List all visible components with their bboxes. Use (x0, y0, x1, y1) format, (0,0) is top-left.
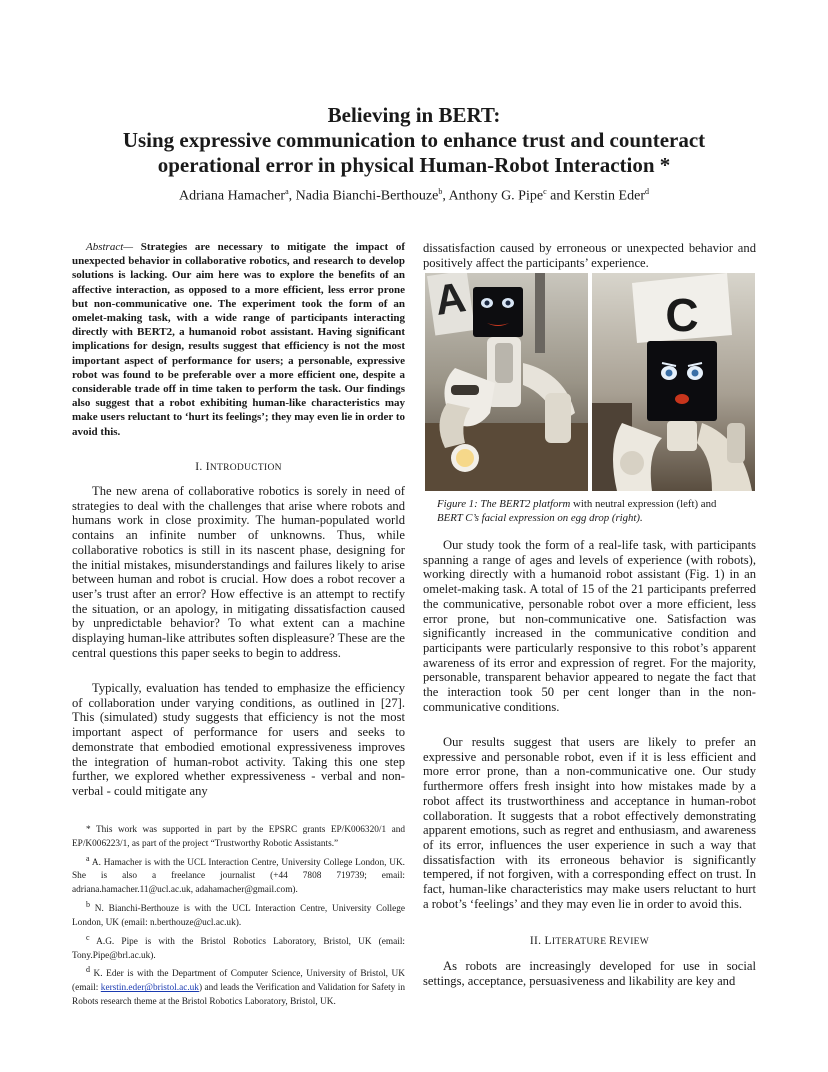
footnote-text: K. Eder is with the Department of Computer Science, University of Bristol, UK (email: (72, 969, 405, 994)
section-initial: R (608, 935, 617, 947)
affiliation-mark: d (645, 187, 649, 196)
intro-paragraph-3: Our study took the form of a real-life task, with participants spanning a range of ages and levels of experience (with robots), working directly with a humanoid robot assistant (Fig. 1) in an omelet-making task. A total of 15 of the 21 participants preferred the communicative, personable robot over a more efficient, less error prone, but non-communicative one. Satisfaction was significantly increased in the communicative condition and participants were particularly responsive to this robot’s apparent awareness of its error and expression of regret. For the majority, personable, transparent behavior appeared to negate the fact that the interaction took 50 per cent longer than in the non-communicative conditions. (423, 538, 756, 714)
section-initial: I (205, 461, 210, 473)
footnote-funding: * This work was supported in part by the EPSRC grants EP/K006320/1 and EP/K006223/1, as part of the project “Trustworthy Robotic Assistants.” (72, 825, 405, 849)
footnote-b (72, 898, 405, 931)
affiliation-mark: c (543, 187, 547, 196)
author-name: Nadia Bianchi-Berthouze (295, 188, 439, 204)
caption-italic: BERT C’s facial expression on egg drop (right). (437, 512, 643, 524)
intro-paragraph-1: The new arena of collaborative robotics is sorely in need of strategies to deal with the challenges that arise where robots and humans work in close proximity. The human-populated world contains an infinite number of unknowns. Thus, while collaborative robotics is still in its nascent phase, designing for the initial mistakes, misunderstandings and failures likely to arise between human and robot is crucial. How does a robot recover a user’s trust after an error? How effective is an attempt to rectify the situation, or an apology, in mitigating dissatisfaction caused by unpredictable behavior? To what extent can a machine displaying human-like attributes soften displeasure? These are the central questions this paper seeks to begin to address. (72, 484, 405, 660)
footnote-text: A. Hamacher is with the UCL Interaction Centre, University College London, UK. She is also a freelance journalist (+44 7808 719739; email: adriana.hamacher.11@ucl.ac.uk, adahamacher@gmail.com). (72, 857, 405, 896)
footnote-text: ) and leads the Verification and Validation for Safety in Robots research theme at the Bristol Robotics Laboratory, Bristol, UK. (72, 983, 406, 1008)
footnote-mark: a (86, 853, 90, 863)
section-rest: NTRODUCTION (209, 463, 282, 473)
paper-title-line-1: Believing in BERT: (327, 103, 501, 127)
footnote-mark: b (86, 900, 90, 910)
paper-title-line-3: operational error in physical Human-Robot Interaction * (157, 153, 671, 177)
sign-letter-left: A (432, 273, 469, 324)
footnotes (72, 824, 405, 1010)
author-separator: , (288, 188, 296, 204)
author-separator: , (442, 188, 449, 204)
section-initial: L (544, 935, 552, 947)
abstract-text: Strategies are necessary to mitigate the impact of unexpected behavior in collaborative robotics, and research to develop solutions is lacking. Our aim here was to explore the benefits of an affective interaction, as opposed to a more efficient, less error prone but non-communicative one. The experiment took the form of an omelet-making task, with a wide range of participants interacting directly with BERT2, a humanoid robot assistant. Having significant implications for design, results suggest that efficiency is not the most important aspect of performance for users; a personable, expressive robot was found to be preferable over a more efficient one, despite a considerable trade off in time taken to perform the task. Our findings also suggest that a robot exhibiting human-like characteristics may make users reluctant to ‘hurt its feelings’; they may even lie in order to avoid this. (72, 241, 405, 438)
section-rest: ITERATURE (551, 937, 609, 947)
section-numeral: II. (529, 935, 542, 947)
footnote-text: A.G. Pipe is with the Bristol Robotics Laboratory, Bristol, UK (email: Tony.Pipe@brl.ac.uk). (72, 936, 405, 961)
author-list (60, 187, 768, 205)
section-numeral: I. (195, 461, 203, 473)
section-heading-introduction (72, 461, 405, 473)
figure-caption (437, 497, 757, 525)
author-name: Anthony G. Pipe (448, 188, 544, 204)
footnote-c (72, 931, 405, 964)
caption-italic: Figure 1: The BERT2 platform (437, 498, 571, 510)
robot-photo-neutral-image (425, 273, 588, 491)
abstract-lead: Abstract— (86, 241, 134, 253)
abstract-continuation: dissatisfaction caused by erroneous or unexpected behavior and positively affect the participants’ experience. (423, 241, 756, 270)
section-heading-literature-review (423, 935, 756, 947)
intro-paragraph-4: Our results suggest that users are likely to prefer an expressive and personable robot, even if it is less efficient and more error prone, than a non-communicative one. Our study furthermore offers fresh insight into how mistakes made by a robot affect its trustworthiness and acceptance in human-robot collaboration. It suggests that a robot effectively demonstrating apparent emotions, such as regret and enthusiasm, and awareness of its error, influences the user experience in such a way that dissatisfaction with its erroneous behavior is significantly tempered, if not forgiven, with a corresponding effect on trust. In fact, human-like characteristics may make users reluctant to hurt a robot’s ‘feelings’ and they may even lie in order to avoid this. (423, 735, 756, 911)
caption-text: with neutral expression (left) and (570, 498, 717, 510)
footnote-text: N. Bianchi-Berthouze is with the UCL Interaction Centre, University College London, UK (email: n.berthouze@ucl.ac.uk). (72, 904, 405, 928)
robot-photo-neutral (425, 273, 588, 491)
robot-photo-egg-drop-image (592, 273, 755, 491)
intro-paragraph-2: Typically, evaluation has tended to emphasize the efficiency of collaboration under varying conditions, as outlined in [27]. This (simulated) study suggests that efficiency is not the most important aspect of performance for users and seeks to demonstrate that embodied emotional expressiveness improves the integration of human-robot activity. Taking this one step further, we explored whether expressiveness - verbal and non-verbal - could mitigate any (72, 681, 405, 798)
footnote-mark: c (86, 932, 90, 942)
sign-letter-right: C (665, 289, 699, 341)
footnote-d (72, 963, 405, 1009)
abstract (72, 240, 405, 439)
author-name: Adriana Hamacher (178, 188, 286, 204)
figure-1 (425, 273, 755, 491)
author-separator: and (546, 188, 574, 204)
affiliation-mark: b (438, 187, 443, 196)
footnote-mark: d (86, 965, 90, 975)
footnote-a (72, 852, 405, 898)
author-name: Kerstin Eder (573, 188, 645, 204)
robot-photo-egg-drop (592, 273, 755, 491)
affiliation-mark: a (285, 187, 289, 196)
paper-title-line-2: Using expressive communication to enhance trust and counteract (122, 128, 706, 152)
section-rest: EVIEW (616, 937, 650, 947)
email-link[interactable]: kerstin.eder@bristol.ac.uk (100, 983, 199, 994)
literature-paragraph-1: As robots are increasingly developed for use in social settings, acceptance, persuasiveness and likability are key and (423, 959, 756, 988)
